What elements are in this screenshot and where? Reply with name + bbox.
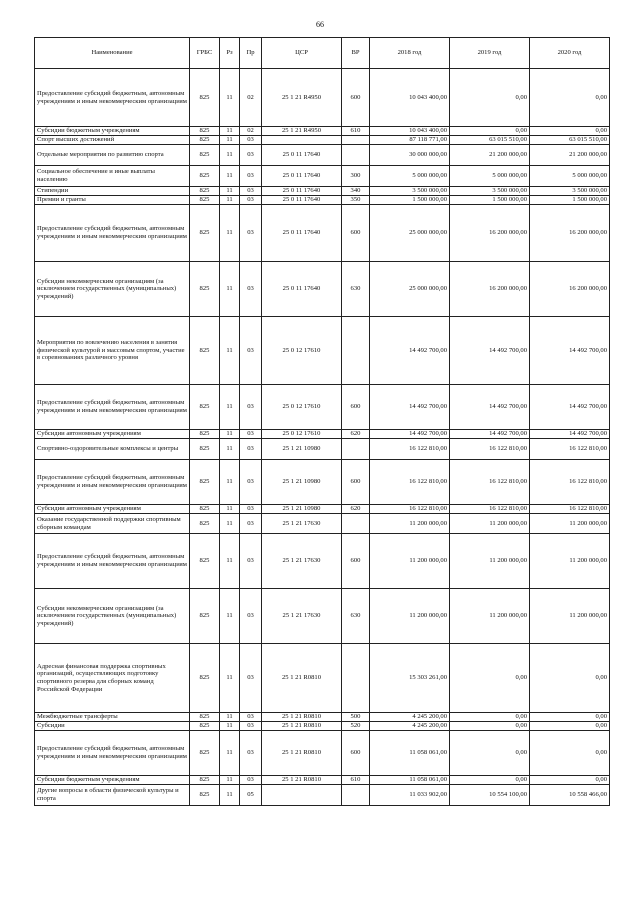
pr-cell: 03 [240,166,262,187]
grbs-cell: 825 [190,731,220,776]
table-row [35,534,610,589]
amount-2020-cell: 0,00 [530,713,610,722]
pr-cell: 03 [240,136,262,145]
csr-cell: 25 1 21 17630 [262,514,342,534]
vr-cell: 620 [342,430,370,439]
rz-cell: 11 [220,731,240,776]
csr-cell: 25 0 11 17640 [262,205,342,262]
amount-2018-cell: 11 200 000,00 [370,589,450,644]
amount-2020-cell: 0,00 [530,776,610,785]
grbs-cell: 825 [190,127,220,136]
amount-2020-cell: 0,00 [530,644,610,713]
amount-2020-cell: 14 492 700,00 [530,430,610,439]
grbs-cell: 825 [190,776,220,785]
amount-2019-cell: 3 500 000,00 [450,187,530,196]
grbs-cell: 825 [190,166,220,187]
csr-cell [262,785,342,806]
csr-cell: 25 1 21 10980 [262,460,342,505]
amount-2019-cell: 14 492 700,00 [450,317,530,385]
row-name-cell: Предоставление субсидий бюджетным, автономным учреждениям и иным некоммерческим организациям [35,534,190,589]
csr-cell: 25 0 11 17640 [262,145,342,166]
rz-cell: 11 [220,136,240,145]
csr-cell: 25 1 21 R0810 [262,722,342,731]
row-name-cell: Мероприятия по вовлечению населения в занятия физической культурой и массовым спортом, участие в соревнованиях различного уровня [35,317,190,385]
vr-cell: 600 [342,205,370,262]
rz-cell: 11 [220,196,240,205]
row-name-cell: Субсидии [35,722,190,731]
csr-cell: 25 0 12 17610 [262,430,342,439]
row-name-cell: Субсидии бюджетным учреждениям [35,776,190,785]
vr-cell: 620 [342,505,370,514]
header-2019: 2019 год [450,38,530,69]
grbs-cell: 825 [190,69,220,127]
vr-cell [342,514,370,534]
csr-cell: 25 0 12 17610 [262,317,342,385]
pr-cell: 03 [240,196,262,205]
table-row [35,460,610,505]
row-name-cell: Адресная финансовая поддержка спортивных организаций, осуществляющих подготовку спортивного резерва для сборных команд Российской Федерации [35,644,190,713]
row-name-cell: Предоставление субсидий бюджетным, автономным учреждениям и иным некоммерческим организациям [35,69,190,127]
amount-2018-cell: 16 122 810,00 [370,439,450,460]
csr-cell: 25 1 21 10980 [262,439,342,460]
amount-2019-cell: 21 200 000,00 [450,145,530,166]
vr-cell [342,785,370,806]
amount-2020-cell: 14 492 700,00 [530,317,610,385]
grbs-cell: 825 [190,136,220,145]
amount-2018-cell: 14 492 700,00 [370,430,450,439]
amount-2019-cell: 16 200 000,00 [450,205,530,262]
grbs-cell: 825 [190,187,220,196]
amount-2018-cell: 15 303 261,00 [370,644,450,713]
amount-2019-cell: 11 200 000,00 [450,589,530,644]
grbs-cell: 825 [190,589,220,644]
amount-2020-cell: 63 015 510,00 [530,136,610,145]
grbs-cell: 825 [190,205,220,262]
amount-2020-cell: 14 492 700,00 [530,385,610,430]
vr-cell: 300 [342,166,370,187]
header-csr: ЦСР [262,38,342,69]
amount-2019-cell: 5 000 000,00 [450,166,530,187]
row-name-cell: Стипендии [35,187,190,196]
amount-2020-cell: 0,00 [530,127,610,136]
vr-cell: 610 [342,127,370,136]
amount-2019-cell: 0,00 [450,731,530,776]
table-row [35,644,610,713]
grbs-cell: 825 [190,317,220,385]
amount-2019-cell: 0,00 [450,722,530,731]
amount-2020-cell: 5 000 000,00 [530,166,610,187]
vr-cell [342,644,370,713]
amount-2018-cell: 11 200 000,00 [370,534,450,589]
amount-2018-cell: 10 043 400,00 [370,69,450,127]
row-name-cell: Предоставление субсидий бюджетным, автономным учреждениям и иным некоммерческим организациям [35,460,190,505]
rz-cell: 11 [220,439,240,460]
table-row [35,713,610,722]
amount-2019-cell: 0,00 [450,776,530,785]
grbs-cell: 825 [190,385,220,430]
vr-cell: 500 [342,713,370,722]
amount-2018-cell: 1 500 000,00 [370,196,450,205]
vr-cell [342,136,370,145]
amount-2020-cell: 21 200 000,00 [530,145,610,166]
grbs-cell: 825 [190,505,220,514]
amount-2018-cell: 5 000 000,00 [370,166,450,187]
pr-cell: 05 [240,785,262,806]
csr-cell: 25 1 21 R0810 [262,713,342,722]
table-row [35,439,610,460]
grbs-cell: 825 [190,514,220,534]
csr-cell [262,136,342,145]
amount-2020-cell: 11 200 000,00 [530,534,610,589]
grbs-cell: 825 [190,534,220,589]
csr-cell: 25 1 21 R0810 [262,644,342,713]
table-row [35,166,610,187]
rz-cell: 11 [220,534,240,589]
rz-cell: 11 [220,713,240,722]
pr-cell: 03 [240,430,262,439]
pr-cell: 03 [240,317,262,385]
table-row [35,187,610,196]
rz-cell: 11 [220,385,240,430]
pr-cell: 03 [240,205,262,262]
table-row [35,127,610,136]
amount-2018-cell: 4 245 200,00 [370,722,450,731]
table-row [35,262,610,317]
header-rz: Рз [220,38,240,69]
rz-cell: 11 [220,317,240,385]
amount-2020-cell: 10 558 466,00 [530,785,610,806]
row-name-cell: Предоставление субсидий бюджетным, автономным учреждениям и иным некоммерческим организациям [35,205,190,262]
csr-cell: 25 1 21 R4950 [262,127,342,136]
amount-2019-cell: 0,00 [450,69,530,127]
rz-cell: 11 [220,187,240,196]
amount-2018-cell: 16 122 810,00 [370,460,450,505]
amount-2018-cell: 4 245 200,00 [370,713,450,722]
amount-2019-cell: 16 122 810,00 [450,439,530,460]
rz-cell: 11 [220,505,240,514]
rz-cell: 11 [220,722,240,731]
csr-cell: 25 0 12 17610 [262,385,342,430]
amount-2018-cell: 11 033 902,00 [370,785,450,806]
pr-cell: 03 [240,145,262,166]
amount-2020-cell: 3 500 000,00 [530,187,610,196]
amount-2018-cell: 14 492 700,00 [370,385,450,430]
table-row [35,385,610,430]
amount-2018-cell: 11 058 061,00 [370,731,450,776]
csr-cell: 25 1 21 R0810 [262,731,342,776]
table-row [35,136,610,145]
table-row [35,205,610,262]
rz-cell: 11 [220,785,240,806]
rz-cell: 11 [220,644,240,713]
table-row [35,145,610,166]
rz-cell: 11 [220,514,240,534]
rz-cell: 11 [220,460,240,505]
amount-2018-cell: 11 200 000,00 [370,514,450,534]
row-name-cell: Социальное обеспечение и иные выплаты населению [35,166,190,187]
amount-2018-cell: 30 000 000,00 [370,145,450,166]
table-row [35,69,610,127]
table-row [35,505,610,514]
amount-2018-cell: 3 500 000,00 [370,187,450,196]
pr-cell: 03 [240,722,262,731]
vr-cell [342,317,370,385]
pr-cell: 03 [240,644,262,713]
amount-2018-cell: 11 058 061,00 [370,776,450,785]
csr-cell: 25 1 21 17630 [262,589,342,644]
rz-cell: 11 [220,69,240,127]
vr-cell [342,439,370,460]
table-row [35,196,610,205]
rz-cell: 11 [220,262,240,317]
table-row [35,430,610,439]
csr-cell: 25 1 21 17630 [262,534,342,589]
header-name: Наименование [35,38,190,69]
pr-cell: 03 [240,589,262,644]
table-row [35,589,610,644]
pr-cell: 03 [240,187,262,196]
row-name-cell: Спорт высших достижений [35,136,190,145]
vr-cell: 600 [342,69,370,127]
header-2020: 2020 год [530,38,610,69]
pr-cell: 02 [240,69,262,127]
pr-cell: 03 [240,713,262,722]
vr-cell: 630 [342,589,370,644]
rz-cell: 11 [220,430,240,439]
amount-2019-cell: 0,00 [450,644,530,713]
row-name-cell: Предоставление субсидий бюджетным, автономным учреждениям и иным некоммерческим организациям [35,385,190,430]
header-2018: 2018 год [370,38,450,69]
row-name-cell: Субсидии автономным учреждениям [35,505,190,514]
csr-cell: 25 0 11 17640 [262,187,342,196]
amount-2020-cell: 0,00 [530,69,610,127]
table-row [35,731,610,776]
amount-2019-cell: 14 492 700,00 [450,385,530,430]
amount-2019-cell: 1 500 000,00 [450,196,530,205]
vr-cell: 630 [342,262,370,317]
amount-2019-cell: 0,00 [450,713,530,722]
rz-cell: 11 [220,145,240,166]
vr-cell: 600 [342,385,370,430]
vr-cell: 600 [342,534,370,589]
grbs-cell: 825 [190,644,220,713]
rz-cell: 11 [220,127,240,136]
amount-2020-cell: 1 500 000,00 [530,196,610,205]
amount-2020-cell: 0,00 [530,731,610,776]
csr-cell: 25 0 11 17640 [262,166,342,187]
rz-cell: 11 [220,776,240,785]
amount-2018-cell: 87 118 771,00 [370,136,450,145]
rz-cell: 11 [220,589,240,644]
grbs-cell: 825 [190,262,220,317]
vr-cell: 340 [342,187,370,196]
amount-2020-cell: 16 122 810,00 [530,439,610,460]
amount-2019-cell: 16 200 000,00 [450,262,530,317]
csr-cell: 25 1 21 10980 [262,505,342,514]
rz-cell: 11 [220,166,240,187]
table-row [35,722,610,731]
pr-cell: 03 [240,460,262,505]
row-name-cell: Межбюджетные трансферты [35,713,190,722]
budget-table [34,37,610,806]
row-name-cell: Оказание государственной поддержки спортивным сборным командам [35,514,190,534]
amount-2020-cell: 0,00 [530,722,610,731]
grbs-cell: 825 [190,196,220,205]
amount-2018-cell: 16 122 810,00 [370,505,450,514]
amount-2018-cell: 14 492 700,00 [370,317,450,385]
amount-2019-cell: 14 492 700,00 [450,430,530,439]
page-number: 66 [316,20,324,29]
amount-2020-cell: 16 200 000,00 [530,262,610,317]
vr-cell: 600 [342,460,370,505]
csr-cell: 25 1 21 R0810 [262,776,342,785]
csr-cell: 25 0 11 17640 [262,196,342,205]
vr-cell: 600 [342,731,370,776]
amount-2019-cell: 16 122 810,00 [450,460,530,505]
amount-2018-cell: 10 043 400,00 [370,127,450,136]
table-row [35,776,610,785]
amount-2019-cell: 11 200 000,00 [450,514,530,534]
row-name-cell: Субсидии некоммерческим организациям (за исключением государственных (муниципальных) учреждений) [35,262,190,317]
pr-cell: 03 [240,439,262,460]
amount-2019-cell: 63 015 510,00 [450,136,530,145]
amount-2019-cell: 16 122 810,00 [450,505,530,514]
amount-2020-cell: 16 122 810,00 [530,505,610,514]
grbs-cell: 825 [190,439,220,460]
amount-2020-cell: 16 200 000,00 [530,205,610,262]
table-row [35,514,610,534]
row-name-cell: Другие вопросы в области физической культуры и спорта [35,785,190,806]
amount-2018-cell: 25 000 000,00 [370,262,450,317]
pr-cell: 03 [240,534,262,589]
grbs-cell: 825 [190,145,220,166]
grbs-cell: 825 [190,430,220,439]
pr-cell: 03 [240,505,262,514]
grbs-cell: 825 [190,460,220,505]
row-name-cell: Предоставление субсидий бюджетным, автономным учреждениям и иным некоммерческим организациям [35,731,190,776]
pr-cell: 02 [240,127,262,136]
amount-2020-cell: 11 200 000,00 [530,514,610,534]
row-name-cell: Субсидии автономным учреждениям [35,430,190,439]
header-row [35,38,610,69]
csr-cell: 25 0 11 17640 [262,262,342,317]
amount-2019-cell: 10 554 100,00 [450,785,530,806]
pr-cell: 03 [240,385,262,430]
amount-2019-cell: 0,00 [450,127,530,136]
rz-cell: 11 [220,205,240,262]
amount-2018-cell: 25 000 000,00 [370,205,450,262]
table-row [35,317,610,385]
row-name-cell: Субсидии некоммерческим организациям (за исключением государственных (муниципальных) учреждений) [35,589,190,644]
row-name-cell: Отдельные мероприятия по развитию спорта [35,145,190,166]
vr-cell [342,145,370,166]
amount-2019-cell: 11 200 000,00 [450,534,530,589]
header-pr: Пр [240,38,262,69]
amount-2020-cell: 16 122 810,00 [530,460,610,505]
pr-cell: 03 [240,514,262,534]
row-name-cell: Спортивно-оздоровительные комплексы и центры [35,439,190,460]
grbs-cell: 825 [190,713,220,722]
pr-cell: 03 [240,731,262,776]
grbs-cell: 825 [190,722,220,731]
grbs-cell: 825 [190,785,220,806]
row-name-cell: Субсидии бюджетным учреждениям [35,127,190,136]
row-name-cell: Премии и гранты [35,196,190,205]
vr-cell: 520 [342,722,370,731]
vr-cell: 350 [342,196,370,205]
amount-2020-cell: 11 200 000,00 [530,589,610,644]
table-row [35,785,610,806]
header-grbs: ГРБС [190,38,220,69]
vr-cell: 610 [342,776,370,785]
pr-cell: 03 [240,262,262,317]
pr-cell: 03 [240,776,262,785]
csr-cell: 25 1 21 R4950 [262,69,342,127]
header-vr: ВР [342,38,370,69]
